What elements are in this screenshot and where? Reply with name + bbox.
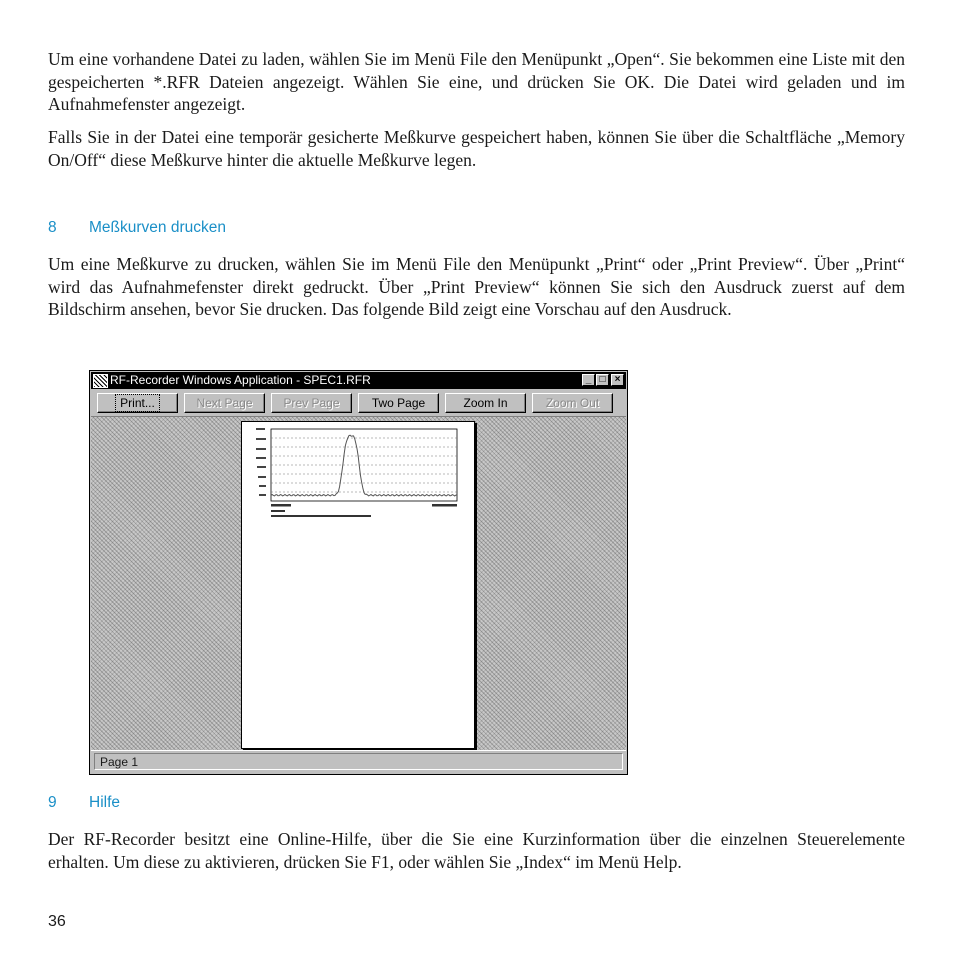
- close-icon[interactable]: ×: [611, 374, 624, 386]
- print-button-label: Print...: [117, 396, 158, 410]
- section-title: Meßkurven drucken: [89, 219, 226, 236]
- preview-plot: [271, 429, 457, 501]
- print-button[interactable]: [97, 393, 178, 413]
- preview-toolbar: [91, 390, 626, 417]
- footer-mark-line2: [271, 510, 285, 512]
- y-label-mark: [256, 438, 266, 440]
- y-label-mark: [256, 448, 266, 450]
- y-axis-label-marks: [256, 428, 266, 496]
- y-label-mark: [256, 428, 265, 430]
- preview-page[interactable]: [241, 421, 475, 749]
- preview-canvas[interactable]: [91, 417, 626, 751]
- section-number: 8: [48, 219, 57, 236]
- page-number: 36: [48, 913, 66, 930]
- status-bar: [91, 750, 626, 773]
- y-label-mark: [257, 466, 266, 468]
- paragraph-memory: Falls Sie in der Datei eine temporär gesicherte Meßkurve gespeichert haben, können Sie über die Schaltfläche „Memory On/Off“ diese Meßkurve hinter die aktuelle Meßkurve legen.: [48, 127, 905, 170]
- paragraph-help: Der RF-Recorder besitzt eine Online-Hilfe, über die Sie eine Kurzinformation über die einzelnen Steuerelemente erhalten. Um diese zu aktivieren, drücken Sie F1, oder wählen Sie „Index“ im Menü Help.: [48, 829, 905, 872]
- footer-mark-left: [271, 504, 291, 507]
- section-title: Hilfe: [89, 794, 121, 811]
- prev-page-button[interactable]: Prev Page: [271, 393, 352, 413]
- two-page-button[interactable]: Two Page: [358, 393, 439, 413]
- measurement-curve: [271, 435, 457, 496]
- paragraph-print: Um eine Meßkurve zu drucken, wählen Sie im Menü File den Menüpunkt „Print“ oder „Print Preview“. Über „Print“ wird das Aufnahmefenster direkt gedruckt. Über „Print Preview“ können Sie sich den Ausdruck zuerst auf dem Bildschirm ansehen, bevor Sie drucken. Das folgende Bild zeigt eine Vorschau auf den Ausdruck.: [48, 254, 905, 319]
- section-number: 9: [48, 794, 57, 811]
- y-label-mark: [256, 457, 266, 459]
- next-page-button[interactable]: Next Page: [184, 393, 265, 413]
- zoom-out-button[interactable]: Zoom Out: [532, 393, 613, 413]
- footer-mark-line3: [271, 515, 371, 517]
- preview-footer-marks: [271, 504, 457, 517]
- section-heading-print: [48, 219, 226, 237]
- paragraph-open-file: Um eine vorhandene Datei zu laden, wählen Sie im Menü File den Menüpunkt „Open“. Sie bekommen eine Liste mit den gespeicherten *.RFR Dateien angezeigt. Wählen Sie eine, und drücken Sie OK. Die Datei wird geladen und im Aufnahmefenster angezeigt.: [48, 49, 905, 114]
- y-label-mark: [259, 494, 266, 496]
- title-bar[interactable]: [91, 372, 626, 389]
- status-page: Page 1: [94, 753, 623, 770]
- footer-mark-right: [432, 504, 457, 507]
- window-title: RF-Recorder Windows Application - SPEC1.RFR: [110, 373, 371, 387]
- print-preview-window: [89, 370, 628, 775]
- plot-gridlines: [271, 438, 457, 492]
- maximize-icon[interactable]: □: [596, 374, 609, 386]
- minimize-icon[interactable]: _: [582, 374, 595, 386]
- app-icon[interactable]: [93, 374, 108, 388]
- preview-page-content: [242, 422, 474, 748]
- y-label-mark: [258, 476, 266, 478]
- y-label-mark: [259, 485, 266, 487]
- zoom-in-button[interactable]: Zoom In: [445, 393, 526, 413]
- section-heading-help: [48, 794, 120, 812]
